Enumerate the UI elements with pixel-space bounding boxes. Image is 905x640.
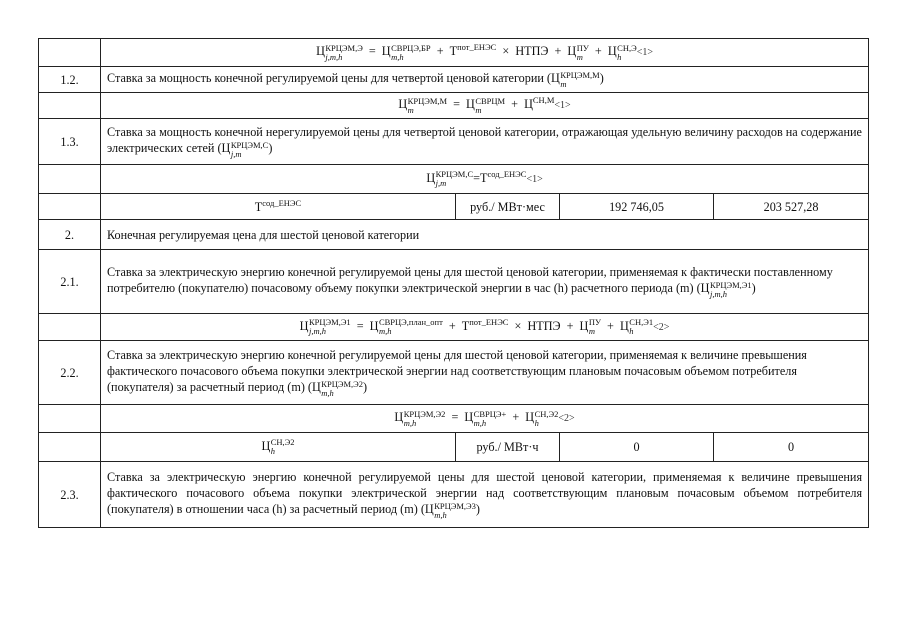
formula: Ц КРЦЭМ,М m = Ц СВРЦМ m + $Ц^{СН,М}<1>$ xyxy=(398,95,571,115)
table-row xyxy=(39,341,869,405)
row-description: Ставка за электрическую энергию конечной регулируемой цены для шестой ценовой категории, применяемая к величине превышения фактического почасового объема покупки электрической энергии над соответствующим плановым почасовым объемом потребителя (покупателя) за расчетный период (m) (Ц КРЦЭМ,Э2 m,h ) xyxy=(101,341,869,405)
row-description: Конечная регулируемая цена для шестой ценовой категории xyxy=(101,220,869,250)
footnote-ref[interactable]: <2> xyxy=(558,413,575,425)
value-cell-2: 203 527,28 xyxy=(714,194,869,220)
table-row xyxy=(39,119,869,165)
value-cell-1: 0 xyxy=(560,433,714,462)
row-number: 2. xyxy=(39,220,101,250)
table-row xyxy=(39,433,869,462)
value-cell-1: 192 746,05 xyxy=(560,194,714,220)
table-row xyxy=(39,194,869,220)
row-number: 2.3. xyxy=(39,462,101,528)
parameter-label: Ц СН,Э2 h xyxy=(101,433,456,462)
row-number: 2.2. xyxy=(39,341,101,405)
row-description: Ставка за мощность конечной нерегулируемой цены для четвертой ценовой категории, отражающая удельную величину расходов на содержание электрических сетей (Ц КРЦЭМ,С j,m ) xyxy=(101,119,869,165)
unit-cell: руб./ МВт·ч xyxy=(456,433,560,462)
row-number xyxy=(39,405,101,433)
table-row xyxy=(39,220,869,250)
formula-cell xyxy=(101,165,869,194)
row-description: Ставка за мощность конечной регулируемой цены для четвертой ценовой категории (Ц КРЦЭМ,М m ) xyxy=(101,67,869,93)
formula-cell xyxy=(101,93,869,119)
formula-cell xyxy=(101,314,869,341)
row-number: 1.3. xyxy=(39,119,101,165)
footnote-ref[interactable]: <1> xyxy=(554,100,571,112)
table-row xyxy=(39,405,869,433)
formula: Ц КРЦЭМ,Э j,m,h = Ц СВРЦЭ,БР m,h + $Т^{пот\_ЕНЭС}$ × НТПЭ + Ц ПУ m + Ц СН,Э h <1> xyxy=(316,42,653,62)
formula-cell xyxy=(101,405,869,433)
row-number xyxy=(39,93,101,119)
formula: Ц КРЦЭМ,Э1 j,m,h = Ц СВРЦЭ,план_опт m,h + $Т^{пот\_ЕНЭС}$ × НТПЭ + Ц ПУ m + Ц СН,Э1 h <2> xyxy=(299,316,670,337)
row-number xyxy=(39,165,101,194)
parameter-label: $Т^{сод\_ЕНЭС}$ xyxy=(101,194,456,220)
row-number xyxy=(39,433,101,462)
table-row xyxy=(39,39,869,67)
row-number xyxy=(39,314,101,341)
unit-cell: руб./ МВт·мес xyxy=(456,194,560,220)
footnote-ref[interactable]: <2> xyxy=(653,321,670,333)
table-row xyxy=(39,462,869,528)
formula-cell xyxy=(101,39,869,67)
table-row xyxy=(39,250,869,314)
table-row xyxy=(39,67,869,93)
row-number: 2.1. xyxy=(39,250,101,314)
table-row xyxy=(39,165,869,194)
footnote-ref[interactable]: <1> xyxy=(636,47,653,59)
row-number: 1.2. xyxy=(39,67,101,93)
value-cell-2: 0 xyxy=(714,433,869,462)
table-row xyxy=(39,93,869,119)
row-number xyxy=(39,39,101,67)
row-description: Ставка за электрическую энергию конечной регулируемой цены для шестой ценовой категории, применяемая к фактически поставленному потребителю (покупателю) почасовому объему покупки электрической энергии в час (h) расчетного периода (m) (Ц КРЦЭМ,Э1 j,m,h ) xyxy=(101,250,869,314)
formula: Ц КРЦЭМ,С j,m $=Т^{сод\_ЕНЭС}<1>$ xyxy=(426,168,543,189)
footnote-ref[interactable]: <1> xyxy=(526,173,543,185)
formula: Ц КРЦЭМ,Э2 m,h = Ц СВРЦЭ+ m,h + Ц СН,Э2 h <2> xyxy=(394,408,575,428)
table-row xyxy=(39,314,869,341)
tariff-table xyxy=(38,38,869,528)
row-description: Ставка за электрическую энергию конечной регулируемой цены для шестой ценовой категории, применяемая к величине превышения фактического почасового объема покупки электрической энергии над соответствующим плановым почасовым объемом потребителя (покупателя) в отношении часа (h) за расчетный период (m) (Ц КРЦЭМ,Э3 m,h ) xyxy=(101,462,869,528)
row-number xyxy=(39,194,101,220)
